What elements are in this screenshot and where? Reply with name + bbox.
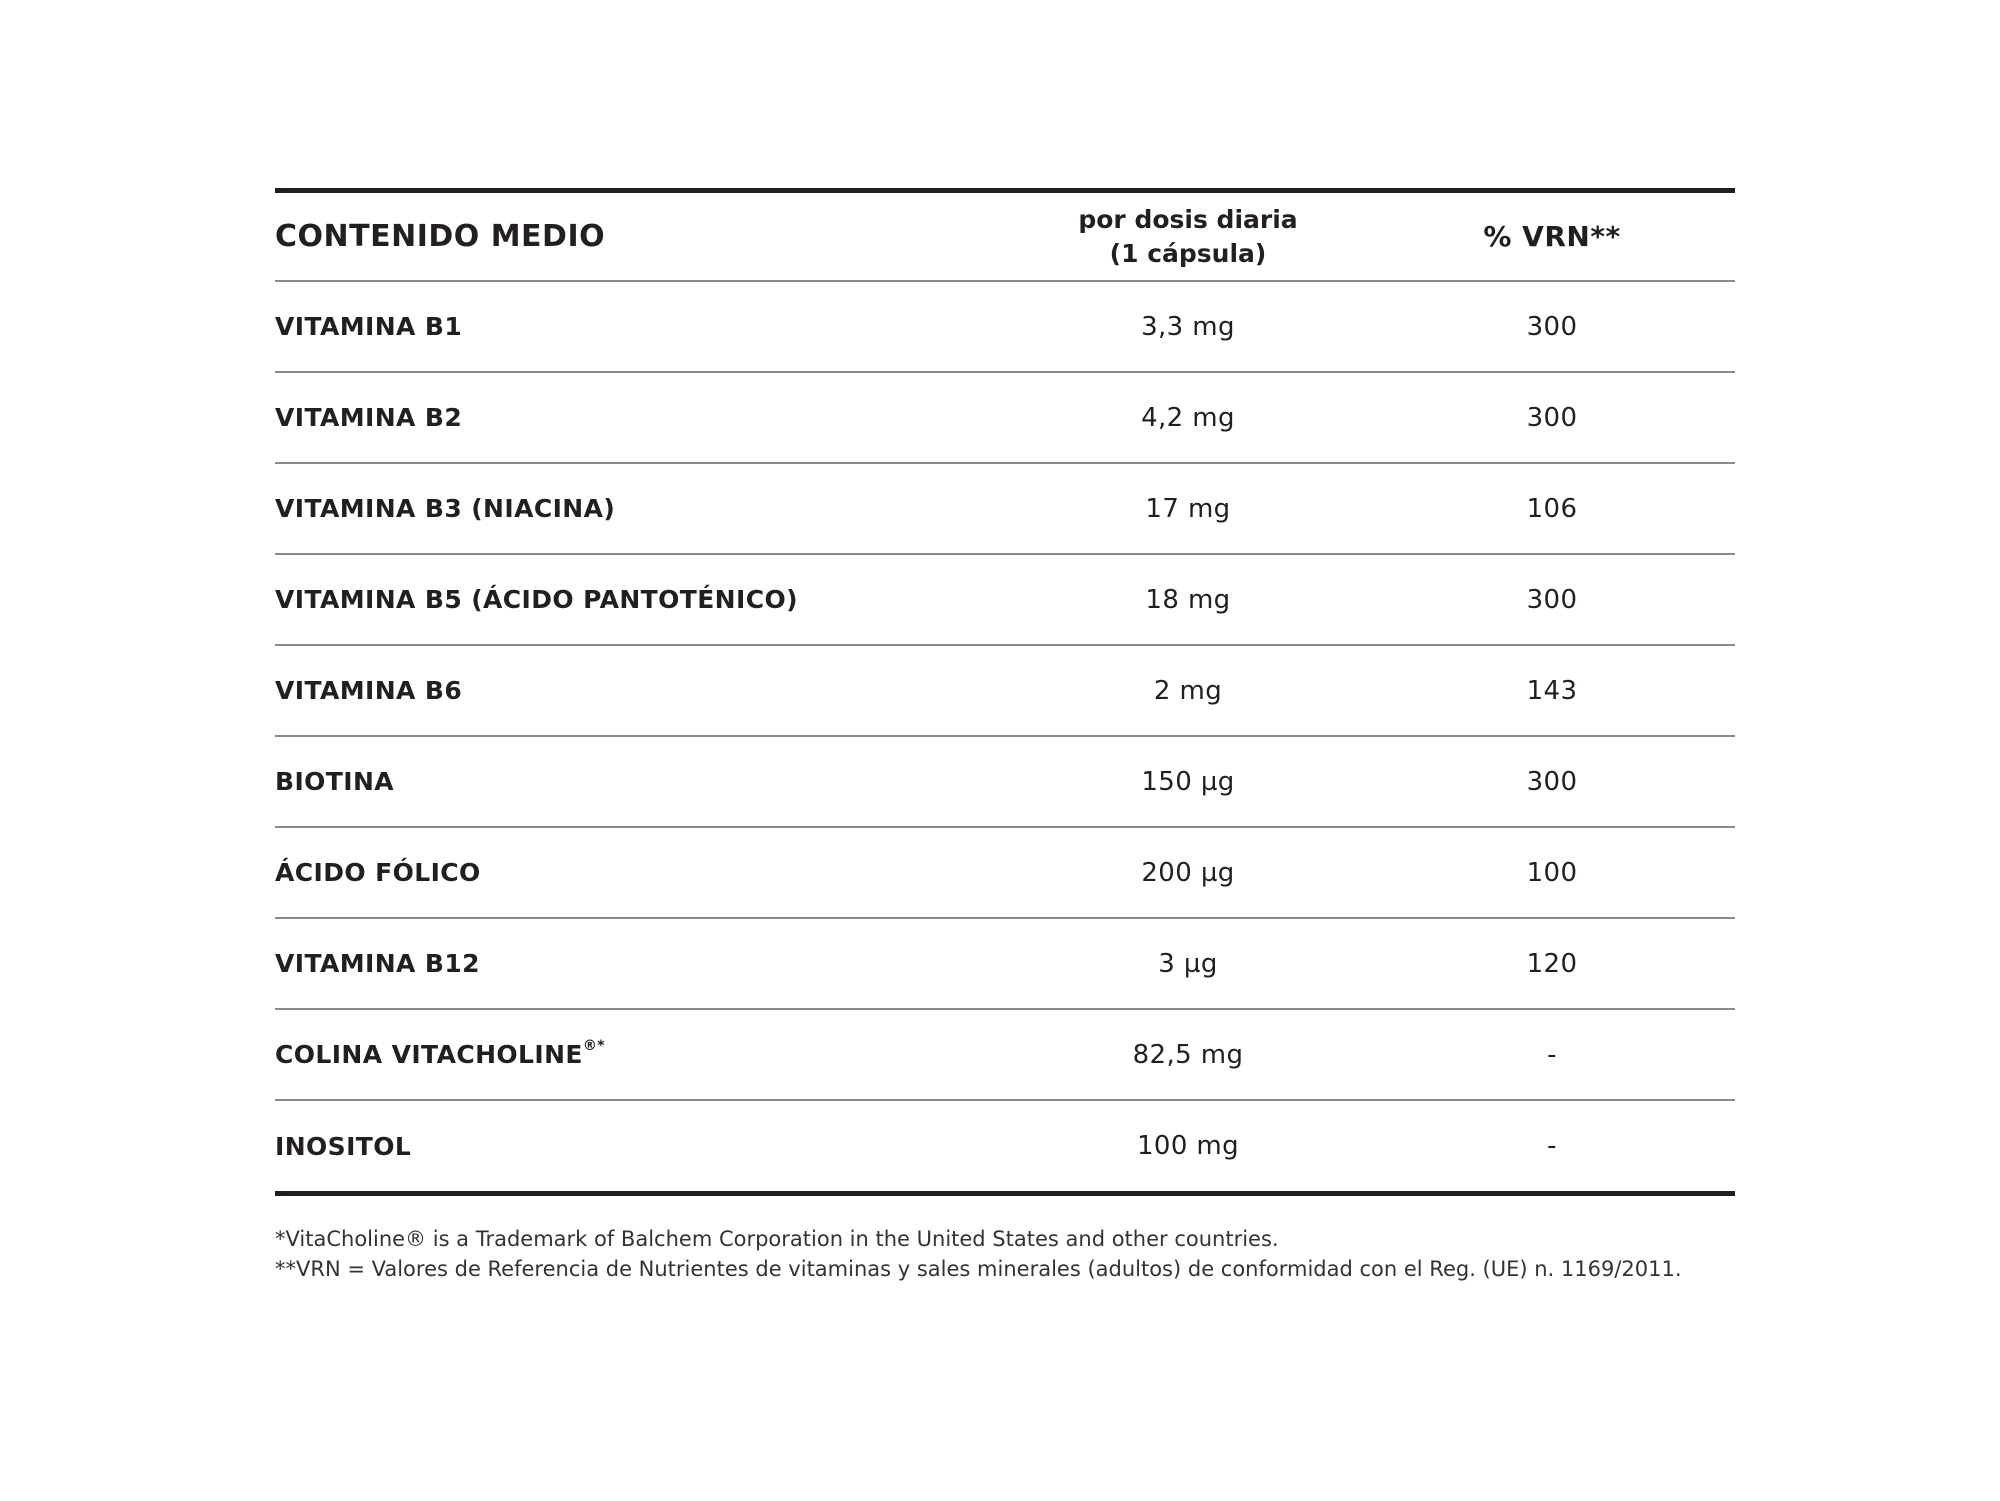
table-row xyxy=(275,827,1735,918)
nutrient-vrn: 300 xyxy=(1369,554,1735,645)
nutrient-vrn: 100 xyxy=(1369,827,1735,918)
nutrient-dose: 3,3 mg xyxy=(1007,281,1369,372)
table-row xyxy=(275,918,1735,1009)
nutrient-vrn: 143 xyxy=(1369,645,1735,736)
footnote-trademark: *VitaCholine® is a Trademark of Balchem Corporation in the United States and other countries. xyxy=(275,1227,1279,1251)
nutrient-name: ÁCIDO FÓLICO xyxy=(275,827,1007,918)
table-header-row xyxy=(275,193,1735,281)
nutrient-vrn: 300 xyxy=(1369,736,1735,827)
table-row xyxy=(275,372,1735,463)
nutrient-dose: 200 µg xyxy=(1007,827,1369,918)
nutrient-name: BIOTINA xyxy=(275,736,1007,827)
table-row xyxy=(275,736,1735,827)
nutrient-vrn: 106 xyxy=(1369,463,1735,554)
nutrient-dose: 3 µg xyxy=(1007,918,1369,1009)
nutrient-dose: 100 mg xyxy=(1136,1131,1240,1161)
nutrient-dose: 4,2 mg xyxy=(1007,372,1369,463)
nutrient-vrn: 300 xyxy=(1369,372,1735,463)
table-row xyxy=(275,1100,1735,1191)
header-vrn: % VRN** xyxy=(1369,193,1735,281)
header-dose-line1: por dosis diaria xyxy=(1078,204,1298,234)
table-bottom-rule xyxy=(275,1191,1735,1196)
header-dose xyxy=(1007,193,1369,281)
table-row xyxy=(275,554,1735,645)
table-row xyxy=(275,645,1735,736)
footnotes xyxy=(275,1224,1735,1284)
nutrient-name: COLINA VITACHOLINE®* xyxy=(275,1009,1007,1100)
nutrient-name: VITAMINA B6 xyxy=(275,645,1007,736)
header-dose-line2: (1 cápsula) xyxy=(1109,238,1267,268)
nutrient-dose: 17 mg xyxy=(1007,463,1369,554)
nutrient-name: VITAMINA B1 xyxy=(275,281,1007,372)
header-nutrient: CONTENIDO MEDIO xyxy=(275,193,1007,281)
nutrition-panel xyxy=(275,188,1735,1284)
nutrient-name: INOSITOL xyxy=(275,1131,412,1161)
nutrient-vrn: - xyxy=(1547,1131,1557,1161)
nutrient-name: VITAMINA B2 xyxy=(275,372,1007,463)
nutrient-dose: 150 µg xyxy=(1007,736,1369,827)
table-row xyxy=(275,463,1735,554)
footnote-vrn: **VRN = Valores de Referencia de Nutrientes de vitaminas y sales minerales (adultos) de conformidad con el Reg. (UE) n. 1169/2011. xyxy=(275,1257,1682,1281)
nutrient-dose: 18 mg xyxy=(1007,554,1369,645)
nutrient-dose: 2 mg xyxy=(1007,645,1369,736)
table-row xyxy=(275,281,1735,372)
table-row xyxy=(275,1009,1735,1100)
nutrient-vrn: 300 xyxy=(1369,281,1735,372)
nutrition-table xyxy=(275,193,1735,1191)
nutrient-name: VITAMINA B5 (ÁCIDO PANTOTÉNICO) xyxy=(275,554,1007,645)
nutrient-name: VITAMINA B12 xyxy=(275,918,1007,1009)
nutrient-vrn: 120 xyxy=(1369,918,1735,1009)
nutrient-name: VITAMINA B3 (NIACINA) xyxy=(275,463,1007,554)
nutrient-vrn: - xyxy=(1369,1009,1735,1100)
nutrient-dose: 82,5 mg xyxy=(1007,1009,1369,1100)
